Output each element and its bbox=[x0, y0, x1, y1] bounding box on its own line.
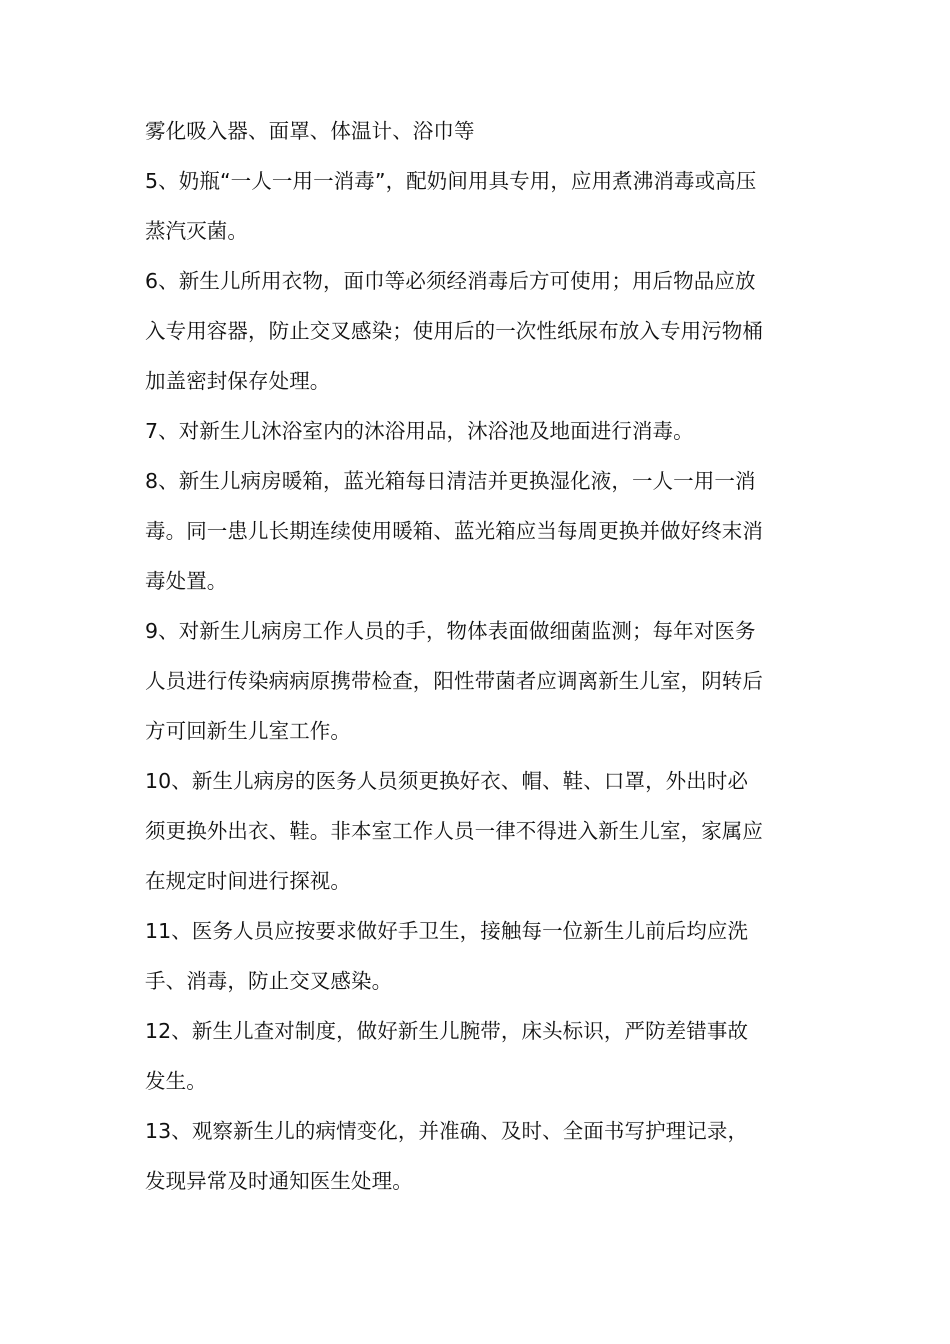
text-line: 加盖密封保存处理。 bbox=[145, 369, 331, 393]
text-line: 6、新生儿所用衣物，面巾等必须经消毒后方可使用；用后物品应放 bbox=[145, 269, 756, 293]
text-line: 入专用容器，防止交叉感染；使用后的一次性纸尿布放入专用污物桶 bbox=[145, 319, 763, 343]
text-line: 毒处置。 bbox=[145, 569, 228, 593]
text-line: 发生。 bbox=[145, 1069, 207, 1093]
text-line: 人员进行传染病病原携带检查，阳性带菌者应调离新生儿室，阴转后 bbox=[145, 669, 763, 693]
text-line: 12、新生儿查对制度，做好新生儿腕带，床头标识，严防差错事故 bbox=[145, 1019, 749, 1043]
text-line: 5、奶瓶“一人一用一消毒”，配奶间用具专用，应用煮沸消毒或高压 bbox=[145, 169, 757, 193]
text-line: 7、对新生儿沐浴室内的沐浴用品，沐浴池及地面进行消毒。 bbox=[145, 419, 694, 443]
text-line: 雾化吸入器、面罩、体温计、浴巾等 bbox=[145, 119, 475, 143]
text-line: 9、对新生儿病房工作人员的手，物体表面做细菌监测；每年对医务 bbox=[145, 619, 756, 643]
text-line: 须更换外出衣、鞋。非本室工作人员一律不得进入新生儿室，家属应 bbox=[145, 819, 763, 843]
text-line: 13、观察新生儿的病情变化，并准确、及时、全面书写护理记录， bbox=[145, 1119, 749, 1143]
text-line: 方可回新生儿室工作。 bbox=[145, 719, 351, 743]
text-line: 毒。同一患儿长期连续使用暖箱、蓝光箱应当每周更换并做好终末消 bbox=[145, 519, 763, 543]
text-line: 手、消毒，防止交叉感染。 bbox=[145, 969, 393, 993]
text-line: 10、新生儿病房的医务人员须更换好衣、帽、鞋、口罩，外出时必 bbox=[145, 769, 749, 793]
text-line: 11、医务人员应按要求做好手卫生，接触每一位新生儿前后均应洗 bbox=[145, 919, 749, 943]
text-line: 发现异常及时通知医生处理。 bbox=[145, 1169, 413, 1193]
text-line: 8、新生儿病房暖箱，蓝光箱每日清洁并更换湿化液，一人一用一消 bbox=[145, 469, 756, 493]
text-line: 蒸汽灭菌。 bbox=[145, 219, 248, 243]
text-line: 在规定时间进行探视。 bbox=[145, 869, 351, 893]
document-body bbox=[145, 106, 810, 1206]
